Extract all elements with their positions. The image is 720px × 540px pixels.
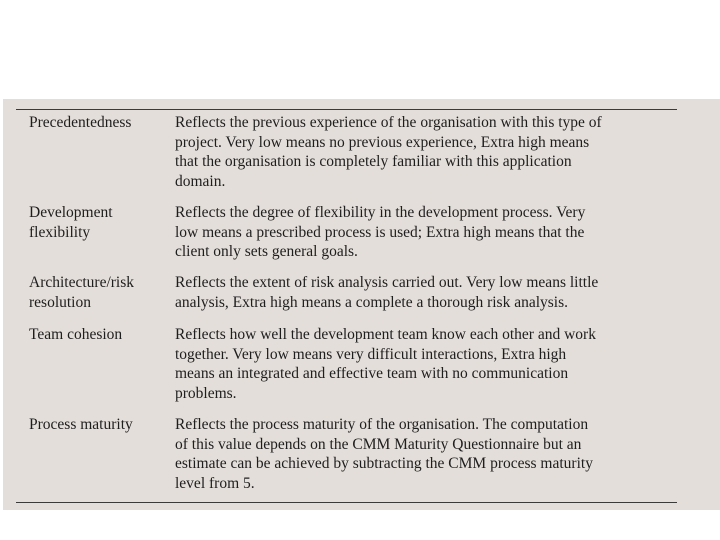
factor-description: Reflects how well the development team know each other and work together. Very low means very difficult interactions, Extra high means an integrated and effective team with no communication problems. [175, 326, 596, 402]
table-top-rule [16, 109, 677, 110]
factor-name: Process maturity [29, 416, 133, 433]
factor-description: Reflects the degree of flexibility in the development process. Very low means a prescribed process is used; Extra high means that the client only sets general goals. [175, 204, 586, 261]
factor-description: Reflects the extent of risk analysis carried out. Very low means little analysis, Extra high means a complete a thorough risk analysis. [175, 274, 599, 311]
factor-name: Architecture/risk resolution [29, 274, 135, 311]
factor-description: Reflects the previous experience of the organisation with this type of project. Very low means no previous experience, Extra high means that the organisation is completely familiar with this application domain. [175, 114, 602, 190]
table-bottom-rule [16, 502, 677, 503]
factor-name: Team cohesion [29, 326, 123, 343]
factor-name: Development flexibility [29, 204, 113, 241]
factor-name: Precedentedness [29, 114, 132, 131]
factor-description: Reflects the process maturity of the organisation. The computation of this value depends on the CMM Maturity Questionnaire but an estimate can be achieved by subtracting the CMM process maturity level from 5. [175, 416, 593, 492]
